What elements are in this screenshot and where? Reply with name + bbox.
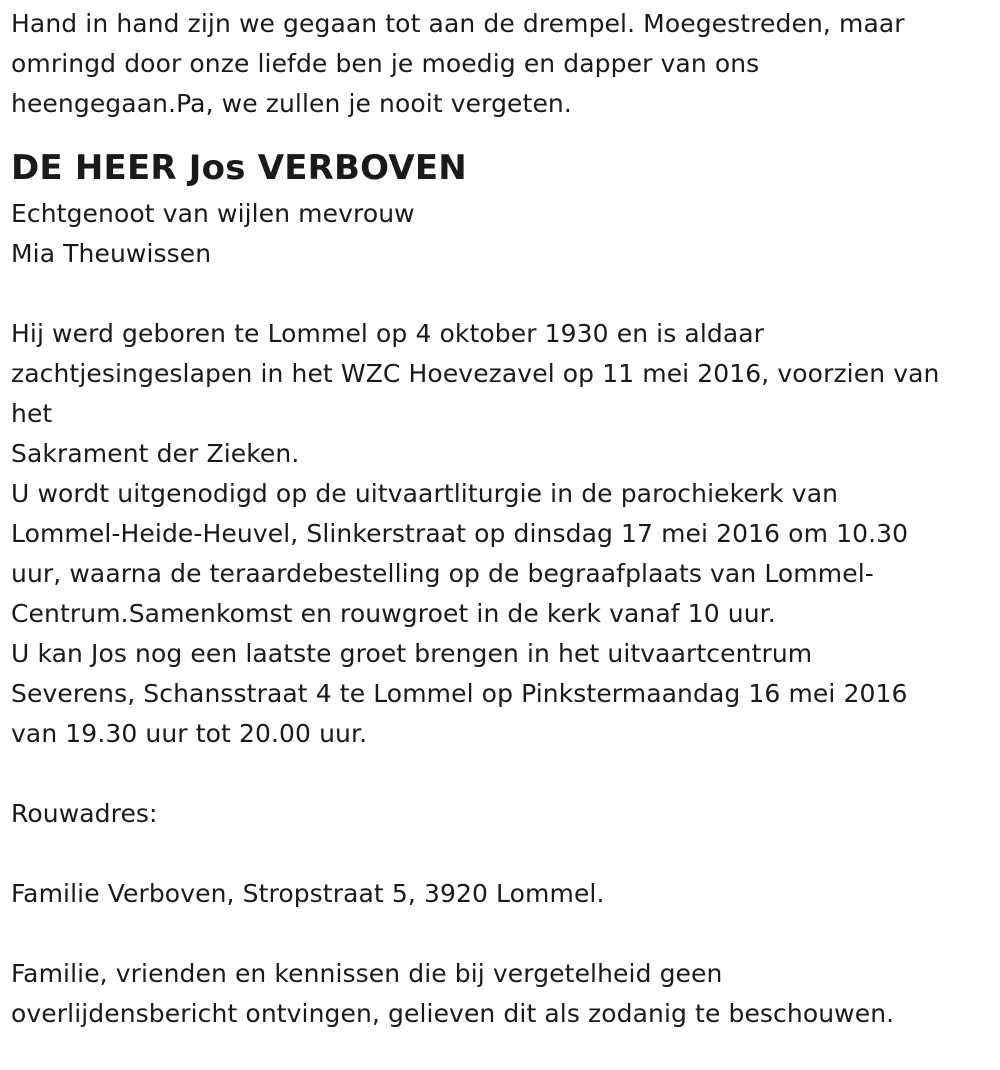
details-line: het xyxy=(11,399,53,428)
deceased-name-heading: DE HEER Jos VERBOVEN xyxy=(11,148,467,188)
details-line: Centrum.Samenkomst en rouwgroet in de kerk vanaf 10 uur. xyxy=(11,599,776,628)
spacer xyxy=(11,274,986,314)
details-paragraph xyxy=(11,314,986,754)
intro-paragraph xyxy=(11,4,986,124)
details-line: zachtjesingeslapen in het WZC Hoevezavel op 11 mei 2016, voorzien van xyxy=(11,359,940,388)
details-line: Severens, Schansstraat 4 te Lommel op Pinkstermaandag 16 mei 2016 xyxy=(11,679,908,708)
spacer xyxy=(11,834,986,874)
details-line: uur, waarna de teraardebestelling op de begraafplaats van Lommel- xyxy=(11,559,874,588)
spouse-line: Mia Theuwissen xyxy=(11,239,212,268)
spacer xyxy=(11,914,986,954)
address-label: Rouwadres: xyxy=(11,799,158,828)
obituary-notice xyxy=(11,4,986,1034)
details-line: Hij werd geboren te Lommel op 4 oktober 1930 en is aldaar xyxy=(11,319,765,348)
closing-paragraph xyxy=(11,954,986,1034)
spouse-info xyxy=(11,194,986,274)
details-line: U kan Jos nog een laatste groet brengen in het uitvaartcentrum xyxy=(11,639,813,668)
spacer xyxy=(11,754,986,794)
details-line: U wordt uitgenodigd op de uitvaartliturgie in de parochiekerk van xyxy=(11,479,839,508)
mourning-address: Familie Verboven, Stropstraat 5, 3920 Lommel. xyxy=(11,879,605,908)
intro-line: heengegaan.Pa, we zullen je nooit vergeten. xyxy=(11,89,572,118)
closing-line: overlijdensbericht ontvingen, gelieven dit als zodanig te beschouwen. xyxy=(11,999,895,1028)
details-line: Lommel-Heide-Heuvel, Slinkerstraat op dinsdag 17 mei 2016 om 10.30 xyxy=(11,519,909,548)
intro-line: omringd door onze liefde ben je moedig en dapper van ons xyxy=(11,49,760,78)
intro-line: Hand in hand zijn we gegaan tot aan de drempel. Moegestreden, maar xyxy=(11,9,905,38)
details-line: Sakrament der Zieken. xyxy=(11,439,300,468)
details-line: van 19.30 uur tot 20.00 uur. xyxy=(11,719,368,748)
spouse-line: Echtgenoot van wijlen mevrouw xyxy=(11,199,415,228)
closing-line: Familie, vrienden en kennissen die bij vergetelheid geen xyxy=(11,959,723,988)
